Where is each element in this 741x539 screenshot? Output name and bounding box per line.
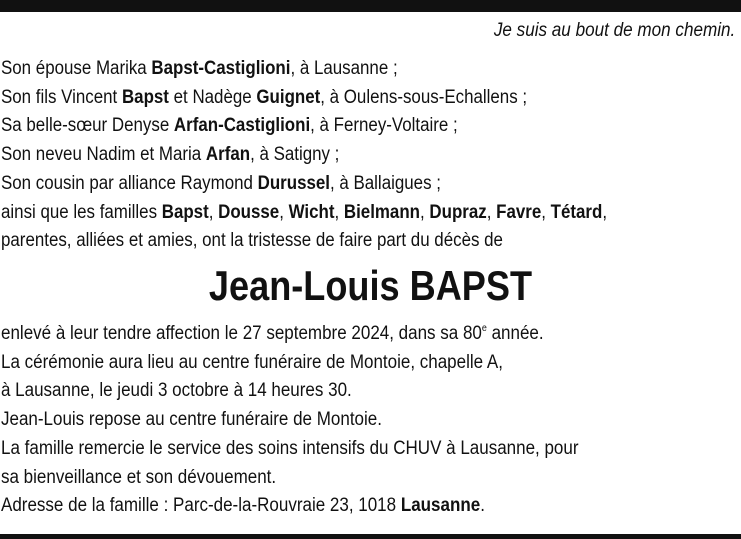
family-line-cousin: Son cousin par alliance Raymond Durussel, à Ballaigues ; — [1, 172, 441, 194]
ceremony-details — [1, 320, 646, 521]
deceased-name: Jean-Louis BAPST — [208, 262, 533, 309]
family-line-nephew: Son neveu Nadim et Maria Arfan, à Satigny ; — [1, 144, 340, 166]
detail-line-rests: Jean-Louis repose au centre funéraire de Montoie. — [1, 409, 382, 431]
family-line-closing: parentes, alliées et amies, ont la tristesse de faire part du décès de — [1, 230, 503, 252]
detail-line-address: Adresse de la famille : Parc-de-la-Rouvraie 23, 1018 Lausanne. — [1, 495, 485, 517]
detail-line-time: à Lausanne, le jeudi 3 octobre à 14 heures 30. — [1, 380, 352, 402]
family-line-spouse: Son épouse Marika Bapst-Castiglioni, à Lausanne ; — [1, 58, 398, 79]
bottom-rule — [0, 534, 741, 539]
epigraph: Je suis au bout de mon chemin. — [493, 20, 735, 41]
top-rule — [0, 0, 741, 12]
detail-line-date: enlevé à leur tendre affection le 27 septembre 2024, dans sa 80e année. — [1, 323, 544, 344]
detail-line-thanks: La famille remercie le service des soins intensifs du CHUV à Lausanne, pour — [1, 437, 579, 459]
family-line-families: ainsi que les familles Bapst, Dousse, Wicht, Bielmann, Dupraz, Favre, Tétard, — [1, 201, 608, 223]
detail-line-thanks-cont: sa bienveillance et son dévouement. — [1, 466, 277, 488]
family-line-son: Son fils Vincent Bapst et Nadège Guignet, à Oulens-sous-Echallens ; — [1, 86, 528, 108]
family-list — [1, 55, 682, 256]
detail-line-ceremony: La cérémonie aura lieu au centre funéraire de Montoie, chapelle A, — [1, 351, 503, 373]
family-line-sister-in-law: Sa belle-sœur Denyse Arfan-Castiglioni, à Ferney-Voltaire ; — [1, 115, 458, 137]
